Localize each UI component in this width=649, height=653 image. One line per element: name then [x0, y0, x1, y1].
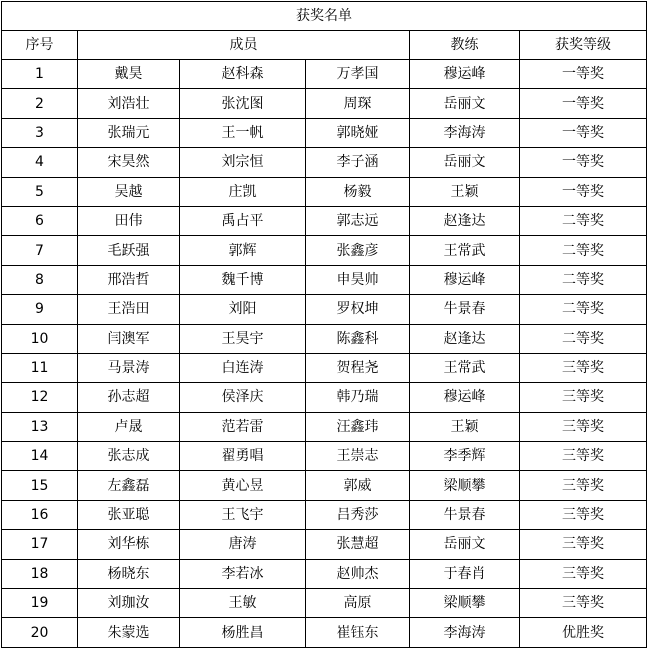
cell-coach: 王常武	[410, 236, 520, 265]
cell-member-1: 王浩田	[78, 295, 180, 324]
cell-member-2: 郭辉	[180, 236, 306, 265]
cell-member-3: 郭晓娅	[306, 118, 410, 147]
table-row	[2, 89, 647, 118]
cell-award: 一等奖	[520, 118, 647, 147]
cell-member-3: 罗权坤	[306, 295, 410, 324]
cell-coach: 于春肖	[410, 559, 520, 588]
cell-member-2: 魏千博	[180, 265, 306, 294]
cell-member-2: 范若雷	[180, 412, 306, 441]
cell-coach: 岳丽文	[410, 89, 520, 118]
cell-member-2: 翟勇唱	[180, 442, 306, 471]
table-row	[2, 559, 647, 588]
cell-member-3: 崔钰东	[306, 618, 410, 647]
cell-award: 二等奖	[520, 265, 647, 294]
cell-coach: 赵逢达	[410, 206, 520, 235]
table-title: 获奖名单	[2, 2, 647, 31]
cell-member-2: 杨胜昌	[180, 618, 306, 647]
cell-award: 优胜奖	[520, 618, 647, 647]
cell-index: 4	[2, 148, 78, 177]
cell-member-2: 侯泽庆	[180, 383, 306, 412]
cell-member-1: 卢晟	[78, 412, 180, 441]
cell-member-3: 张慧超	[306, 530, 410, 559]
cell-coach: 牛景春	[410, 295, 520, 324]
cell-coach: 李季辉	[410, 442, 520, 471]
cell-member-1: 吴越	[78, 177, 180, 206]
table-row	[2, 295, 647, 324]
cell-coach: 李海涛	[410, 618, 520, 647]
cell-member-2: 刘宗恒	[180, 148, 306, 177]
cell-member-2: 白连涛	[180, 353, 306, 382]
cell-index: 5	[2, 177, 78, 206]
cell-award: 二等奖	[520, 206, 647, 235]
cell-award: 一等奖	[520, 148, 647, 177]
cell-member-1: 戴昊	[78, 60, 180, 89]
cell-member-1: 刘浩壮	[78, 89, 180, 118]
cell-award: 一等奖	[520, 89, 647, 118]
cell-member-3: 王崇志	[306, 442, 410, 471]
cell-index: 3	[2, 118, 78, 147]
cell-index: 20	[2, 618, 78, 647]
cell-award: 三等奖	[520, 589, 647, 618]
cell-index: 18	[2, 559, 78, 588]
cell-member-2: 李若冰	[180, 559, 306, 588]
cell-member-3: 申昊帅	[306, 265, 410, 294]
cell-member-3: 贺程尧	[306, 353, 410, 382]
table-row	[2, 118, 647, 147]
cell-member-1: 闫澳军	[78, 324, 180, 353]
cell-member-3: 郭志远	[306, 206, 410, 235]
table-row	[2, 500, 647, 529]
cell-member-3: 陈鑫科	[306, 324, 410, 353]
cell-member-1: 张志成	[78, 442, 180, 471]
cell-member-3: 赵帅杰	[306, 559, 410, 588]
cell-member-3: 杨毅	[306, 177, 410, 206]
cell-index: 13	[2, 412, 78, 441]
table-row	[2, 530, 647, 559]
header-index: 序号	[2, 31, 78, 60]
cell-index: 12	[2, 383, 78, 412]
cell-award: 三等奖	[520, 530, 647, 559]
header-coach: 教练	[410, 31, 520, 60]
cell-member-2: 张沈图	[180, 89, 306, 118]
table-row	[2, 618, 647, 647]
cell-coach: 王颖	[410, 412, 520, 441]
cell-index: 19	[2, 589, 78, 618]
cell-member-2: 黄心昱	[180, 471, 306, 500]
cell-award: 二等奖	[520, 324, 647, 353]
cell-award: 一等奖	[520, 60, 647, 89]
cell-coach: 牛景春	[410, 500, 520, 529]
cell-member-3: 高原	[306, 589, 410, 618]
cell-member-1: 左鑫磊	[78, 471, 180, 500]
table-row	[2, 265, 647, 294]
cell-coach: 赵逢达	[410, 324, 520, 353]
cell-award: 一等奖	[520, 177, 647, 206]
cell-coach: 岳丽文	[410, 530, 520, 559]
cell-coach: 梁顺攀	[410, 589, 520, 618]
cell-award: 三等奖	[520, 559, 647, 588]
cell-member-1: 刘华栋	[78, 530, 180, 559]
cell-member-3: 吕秀莎	[306, 500, 410, 529]
cell-index: 6	[2, 206, 78, 235]
cell-index: 14	[2, 442, 78, 471]
cell-member-1: 毛跃强	[78, 236, 180, 265]
cell-member-1: 邢浩哲	[78, 265, 180, 294]
title-row	[2, 2, 647, 31]
table-row	[2, 383, 647, 412]
cell-index: 9	[2, 295, 78, 324]
cell-member-3: 万孝国	[306, 60, 410, 89]
cell-coach: 王常武	[410, 353, 520, 382]
cell-member-3: 韩乃瑞	[306, 383, 410, 412]
cell-member-1: 田伟	[78, 206, 180, 235]
table-row	[2, 236, 647, 265]
cell-index: 8	[2, 265, 78, 294]
cell-coach: 穆运峰	[410, 383, 520, 412]
cell-award: 三等奖	[520, 500, 647, 529]
cell-award: 三等奖	[520, 442, 647, 471]
table-row	[2, 206, 647, 235]
table-row	[2, 177, 647, 206]
cell-member-2: 刘阳	[180, 295, 306, 324]
table-row	[2, 442, 647, 471]
header-members: 成员	[78, 31, 410, 60]
cell-coach: 梁顺攀	[410, 471, 520, 500]
cell-member-2: 唐涛	[180, 530, 306, 559]
cell-coach: 穆运峰	[410, 60, 520, 89]
table-row	[2, 60, 647, 89]
cell-member-3: 汪鑫玮	[306, 412, 410, 441]
cell-award: 二等奖	[520, 295, 647, 324]
cell-member-2: 庄凯	[180, 177, 306, 206]
cell-award: 三等奖	[520, 353, 647, 382]
cell-award: 三等奖	[520, 471, 647, 500]
cell-coach: 王颖	[410, 177, 520, 206]
cell-member-1: 宋昊然	[78, 148, 180, 177]
cell-member-2: 禹占平	[180, 206, 306, 235]
table-row	[2, 589, 647, 618]
table-row	[2, 471, 647, 500]
cell-award: 三等奖	[520, 383, 647, 412]
cell-index: 17	[2, 530, 78, 559]
cell-index: 11	[2, 353, 78, 382]
cell-member-2: 赵科森	[180, 60, 306, 89]
cell-index: 1	[2, 60, 78, 89]
cell-index: 16	[2, 500, 78, 529]
table-row	[2, 148, 647, 177]
cell-member-1: 杨晓东	[78, 559, 180, 588]
table-row	[2, 324, 647, 353]
cell-coach: 岳丽文	[410, 148, 520, 177]
table-row	[2, 353, 647, 382]
cell-member-2: 王昊宇	[180, 324, 306, 353]
cell-index: 10	[2, 324, 78, 353]
cell-member-2: 王敏	[180, 589, 306, 618]
cell-member-2: 王飞宇	[180, 500, 306, 529]
table-row	[2, 412, 647, 441]
cell-member-1: 马景涛	[78, 353, 180, 382]
cell-member-1: 刘珈汝	[78, 589, 180, 618]
award-table	[1, 1, 647, 648]
cell-member-1: 朱蒙选	[78, 618, 180, 647]
cell-award: 三等奖	[520, 412, 647, 441]
cell-member-2: 王一帆	[180, 118, 306, 147]
cell-member-3: 张鑫彦	[306, 236, 410, 265]
cell-member-1: 张亚聪	[78, 500, 180, 529]
cell-member-3: 郭威	[306, 471, 410, 500]
cell-index: 2	[2, 89, 78, 118]
cell-member-3: 周琛	[306, 89, 410, 118]
header-award-level: 获奖等级	[520, 31, 647, 60]
cell-member-1: 孙志超	[78, 383, 180, 412]
cell-index: 7	[2, 236, 78, 265]
cell-index: 15	[2, 471, 78, 500]
cell-member-3: 李子涵	[306, 148, 410, 177]
cell-coach: 李海涛	[410, 118, 520, 147]
header-row	[2, 31, 647, 60]
cell-coach: 穆运峰	[410, 265, 520, 294]
cell-award: 二等奖	[520, 236, 647, 265]
cell-member-1: 张瑞元	[78, 118, 180, 147]
